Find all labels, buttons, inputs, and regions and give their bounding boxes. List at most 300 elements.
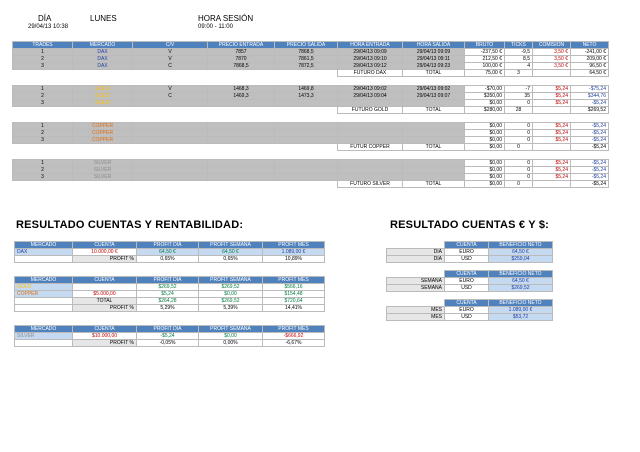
blank-cell <box>13 181 73 188</box>
silver-pct-semana: 0,00% <box>199 340 263 347</box>
total-label: TOTAL <box>403 144 465 151</box>
total-label: TOTAL <box>403 70 465 77</box>
account-row <box>387 256 553 263</box>
commission: 3,50 € <box>533 56 571 63</box>
sum-col-profit-mes: PROFIT MES <box>263 242 325 249</box>
blank-cell <box>208 144 275 151</box>
sum-col-mercado: MERCADO <box>15 277 73 284</box>
market-name: GOLD <box>73 100 133 107</box>
currency: USD <box>445 314 489 321</box>
market-name: DAX <box>73 49 133 56</box>
metals-total-mes: $720,64 <box>263 298 325 305</box>
exit-time: 29/04/13 09:11 <box>403 56 465 63</box>
market-name: DAX <box>73 63 133 70</box>
blank-cell <box>73 181 133 188</box>
col-precio-entrada: PRECIO ENTRADA <box>208 42 275 49</box>
gross: $0,00 <box>465 174 505 181</box>
commission: $5,24 <box>533 137 571 144</box>
metals-pct-dia: 5,29% <box>137 305 199 312</box>
net: -$5,24 <box>571 167 609 174</box>
metals-pct-semana: 5,39% <box>199 305 263 312</box>
gross: $0,00 <box>465 167 505 174</box>
total-net: $269,52 <box>571 107 609 114</box>
entry-price <box>208 130 275 137</box>
trade-number: 1 <box>13 123 73 130</box>
buy-sell: V <box>133 56 208 63</box>
silver-pct-mes: -6,67% <box>263 340 325 347</box>
day-name: LUNES <box>90 14 117 23</box>
net: -$5,24 <box>571 160 609 167</box>
blank-cell <box>133 107 208 114</box>
net: 209,00 € <box>571 56 609 63</box>
account-results-table <box>386 241 553 321</box>
entry-time <box>338 174 403 181</box>
dax-cuenta: 10.000,00 € <box>73 249 137 256</box>
exit-price <box>275 100 338 107</box>
currency: EURO <box>445 249 489 256</box>
entry-time: 29/04/13 09:10 <box>338 56 403 63</box>
spacer-cell <box>13 77 609 86</box>
market-name: SILVER <box>73 174 133 181</box>
total-row <box>13 107 609 114</box>
entry-price <box>208 160 275 167</box>
net: $344,76 <box>571 93 609 100</box>
exit-time: 29/04/13 09:09 <box>403 49 465 56</box>
blank-cell <box>387 271 445 278</box>
period-label: MES <box>387 307 445 314</box>
trade-number: 1 <box>13 86 73 93</box>
exit-time <box>403 100 465 107</box>
net-profit: $269,52 <box>489 285 553 292</box>
metals-pct-mes: 14,41% <box>263 305 325 312</box>
blank-cell <box>533 144 571 151</box>
silver-summary-table <box>14 325 325 347</box>
gross: $350,00 <box>465 93 505 100</box>
commission: $5,24 <box>533 86 571 93</box>
entry-time: 29/04/13 09:09 <box>338 49 403 56</box>
metals-summary-table <box>14 276 325 312</box>
blank-cell <box>133 70 208 77</box>
ticks: 0 <box>505 130 533 137</box>
trade-row <box>13 93 609 100</box>
trade-number: 2 <box>13 93 73 100</box>
trade-number: 3 <box>13 100 73 107</box>
col-beneficio-neto: BENEFICIO NETO <box>489 300 553 307</box>
exit-time <box>403 160 465 167</box>
account-header-row <box>387 271 553 278</box>
total-row <box>13 181 609 188</box>
commission: $5,24 <box>533 100 571 107</box>
net: 96,50 € <box>571 63 609 70</box>
exit-time <box>403 174 465 181</box>
group-spacer <box>387 263 553 271</box>
sum-col-mercado: MERCADO <box>15 242 73 249</box>
col-bruto: BRUTO <box>465 42 505 49</box>
exit-time: 29/04/13 09:23 <box>403 63 465 70</box>
sum-col-cuenta: CUENTA <box>73 277 137 284</box>
blank-cell <box>275 107 338 114</box>
silver-profit-dia: -$5,24 <box>137 333 199 340</box>
block-spacer <box>13 77 609 86</box>
trade-row <box>13 137 609 144</box>
blank-cell <box>73 70 133 77</box>
exit-time <box>403 130 465 137</box>
account-header-row <box>387 242 553 249</box>
gross: -$70,00 <box>465 86 505 93</box>
exit-price: 7861,5 <box>275 56 338 63</box>
entry-price: 1468,3 <box>208 86 275 93</box>
ticks: 0 <box>505 100 533 107</box>
col-ticks: TICKS <box>505 42 533 49</box>
silver-profit-label: PROFIT % <box>73 340 137 347</box>
gross: $0,00 <box>465 123 505 130</box>
left-summary-title: RESULTADO CUENTAS Y RENTABILIDAD: <box>16 219 244 231</box>
net: -$5,24 <box>571 137 609 144</box>
account-header-row <box>387 300 553 307</box>
blank-cell <box>275 144 338 151</box>
dax-profit-semana: 64,50 € <box>199 249 263 256</box>
blank-cell <box>208 70 275 77</box>
entry-time <box>338 130 403 137</box>
buy-sell <box>133 160 208 167</box>
market-name: DAX <box>73 56 133 63</box>
trade-row <box>13 123 609 130</box>
commission: $5,24 <box>533 123 571 130</box>
blank-cell <box>73 284 137 291</box>
buy-sell: V <box>133 49 208 56</box>
entry-price <box>208 174 275 181</box>
sum-col-profit-semana: PROFIT SEMANA <box>199 242 263 249</box>
sum-col-profit-semana: PROFIT SEMANA <box>199 277 263 284</box>
total-row <box>13 70 609 77</box>
trade-row <box>13 130 609 137</box>
buy-sell <box>133 167 208 174</box>
hora-sesion-label: HORA SESIÓN <box>198 14 254 23</box>
trade-row <box>13 86 609 93</box>
total-ticks: 0 <box>505 181 533 188</box>
blank-cell <box>275 70 338 77</box>
blank-cell <box>15 298 73 305</box>
spacer-cell <box>387 292 553 300</box>
commission: $5,24 <box>533 167 571 174</box>
blank-cell <box>533 70 571 77</box>
col-cuenta: CUENTA <box>445 242 489 249</box>
account-row <box>387 278 553 285</box>
account-row <box>387 249 553 256</box>
trade-row <box>13 100 609 107</box>
session-datetime: 29/04/13 10:38 <box>28 24 69 30</box>
entry-time: 29/04/13 09:02 <box>338 86 403 93</box>
sum-col-cuenta: CUENTA <box>73 326 137 333</box>
net-profit: 64,50 € <box>489 278 553 285</box>
dax-profit-label: PROFIT % <box>73 256 137 263</box>
market-name: COPPER <box>73 123 133 130</box>
gold-profit-semana: $269,52 <box>199 284 263 291</box>
entry-price: 7870 <box>208 56 275 63</box>
sum-col-profit-semana: PROFIT SEMANA <box>199 326 263 333</box>
trade-row <box>13 160 609 167</box>
exit-price <box>275 167 338 174</box>
col-hora-salida: HORA SALIDA <box>403 42 465 49</box>
metals-profit-label: PROFIT % <box>73 305 137 312</box>
net: -$5,24 <box>571 100 609 107</box>
currency: EURO <box>445 278 489 285</box>
account-row <box>387 307 553 314</box>
trade-number: 2 <box>13 167 73 174</box>
gross: $0,00 <box>465 130 505 137</box>
blank-cell <box>13 144 73 151</box>
ticks: 8,5 <box>505 56 533 63</box>
ticks: 0 <box>505 137 533 144</box>
trade-number: 1 <box>13 49 73 56</box>
trades-table <box>12 41 609 188</box>
gold-mercado: GOLD <box>15 284 73 291</box>
trades-header-row <box>13 42 609 49</box>
blank-cell <box>15 256 73 263</box>
total-label: TOTAL <box>403 107 465 114</box>
buy-sell: C <box>133 93 208 100</box>
spacer-cell <box>13 114 609 123</box>
trade-number: 3 <box>13 63 73 70</box>
trade-number: 2 <box>13 56 73 63</box>
total-label: TOTAL <box>403 181 465 188</box>
exit-time: 29/04/13 09:02 <box>403 86 465 93</box>
ticks: 35 <box>505 93 533 100</box>
dax-profit-dia: 64,50 € <box>137 249 199 256</box>
ticks: 0 <box>505 167 533 174</box>
blank-cell <box>208 181 275 188</box>
total-market-label: FUTURO GOLD <box>338 107 403 114</box>
trade-number: 2 <box>13 130 73 137</box>
metals-cuenta: $5.000,00 <box>73 291 137 298</box>
spacer-cell <box>13 151 609 160</box>
exit-time <box>403 123 465 130</box>
entry-price: 1469,3 <box>208 93 275 100</box>
gross: $0,00 <box>465 160 505 167</box>
net: -$75,24 <box>571 86 609 93</box>
buy-sell: V <box>133 86 208 93</box>
currency: EURO <box>445 307 489 314</box>
trade-number: 3 <box>13 137 73 144</box>
buy-sell: C <box>133 63 208 70</box>
buy-sell <box>133 130 208 137</box>
period-label: DÍA <box>387 256 445 263</box>
net: -$5,24 <box>571 123 609 130</box>
trade-number: 3 <box>13 174 73 181</box>
net: -$5,24 <box>571 130 609 137</box>
total-ticks: 3 <box>505 70 533 77</box>
currency: USD <box>445 256 489 263</box>
total-market-label: FUTURO SILVER <box>338 181 403 188</box>
total-ticks: 28 <box>505 107 533 114</box>
net: -241,00 € <box>571 49 609 56</box>
trade-row <box>13 56 609 63</box>
col-beneficio-neto: BENEFICIO NETO <box>489 271 553 278</box>
commission: $5,24 <box>533 93 571 100</box>
exit-price <box>275 174 338 181</box>
entry-time <box>338 100 403 107</box>
net-profit: $259,04 <box>489 256 553 263</box>
col-cv: C/V <box>133 42 208 49</box>
entry-time: 29/04/13 09:04 <box>338 93 403 100</box>
metals-total-dia: $264,28 <box>137 298 199 305</box>
exit-price <box>275 137 338 144</box>
blank-cell <box>133 144 208 151</box>
dia-label: DÍA <box>38 14 52 23</box>
metals-total-semana: $269,52 <box>199 298 263 305</box>
buy-sell <box>133 123 208 130</box>
entry-price: 7857 <box>208 49 275 56</box>
net-profit: $53,72 <box>489 314 553 321</box>
net-profit: 64,50 € <box>489 249 553 256</box>
col-beneficio-neto: BENEFICIO NETO <box>489 242 553 249</box>
net: -$5,24 <box>571 174 609 181</box>
gross: 212,50 € <box>465 56 505 63</box>
sum-col-cuenta: CUENTA <box>73 242 137 249</box>
right-summary-title: RESULTADO CUENTAS € Y $: <box>390 219 550 231</box>
total-row <box>13 144 609 151</box>
entry-price <box>208 167 275 174</box>
blank-cell <box>533 107 571 114</box>
buy-sell <box>133 137 208 144</box>
net-profit: 1.089,00 € <box>489 307 553 314</box>
dax-summary-table <box>14 241 325 263</box>
col-hora-entrada: HORA ENTRADA <box>338 42 403 49</box>
period-label: DÍA <box>387 249 445 256</box>
block-spacer <box>13 114 609 123</box>
blank-cell <box>533 181 571 188</box>
gold-profit-mes: $566,16 <box>263 284 325 291</box>
exit-price: 7872,5 <box>275 63 338 70</box>
silver-profit-mes: -$666,92 <box>263 333 325 340</box>
copper-profit-semana: $0,00 <box>199 291 263 298</box>
entry-time <box>338 167 403 174</box>
copper-mercado: COPPER <box>15 291 73 298</box>
entry-price <box>208 137 275 144</box>
market-name: SILVER <box>73 167 133 174</box>
group-spacer <box>387 292 553 300</box>
blank-cell <box>73 107 133 114</box>
exit-price: 1473,3 <box>275 93 338 100</box>
gross: $0,00 <box>465 100 505 107</box>
blank-cell <box>15 340 73 347</box>
total-net: 64,50 € <box>571 70 609 77</box>
entry-time <box>338 160 403 167</box>
buy-sell <box>133 174 208 181</box>
market-name: GOLD <box>73 86 133 93</box>
col-cuenta: CUENTA <box>445 300 489 307</box>
blank-cell <box>208 107 275 114</box>
blank-cell <box>73 144 133 151</box>
blank-cell <box>387 242 445 249</box>
blank-cell <box>15 305 73 312</box>
silver-mercado: SILVER <box>15 333 73 340</box>
entry-price: 7868,5 <box>208 63 275 70</box>
period-label: SEMANA <box>387 278 445 285</box>
trade-number: 1 <box>13 160 73 167</box>
entry-time <box>338 137 403 144</box>
commission: $5,24 <box>533 160 571 167</box>
blank-cell <box>13 107 73 114</box>
ticks: 0 <box>505 160 533 167</box>
total-gross: $0,00 <box>465 181 505 188</box>
currency: USD <box>445 285 489 292</box>
commission: $5,24 <box>533 174 571 181</box>
exit-price <box>275 123 338 130</box>
blank-cell <box>133 181 208 188</box>
sum-col-profit-dia: PROFIT DÍA <box>137 277 199 284</box>
exit-price: 7868,5 <box>275 49 338 56</box>
copper-profit-dia: $5,24 <box>137 291 199 298</box>
exit-time <box>403 167 465 174</box>
commission: 3,50 € <box>533 63 571 70</box>
blank-cell <box>13 70 73 77</box>
market-name: COPPER <box>73 137 133 144</box>
col-trades: TRADES <box>13 42 73 49</box>
commission: $5,24 <box>533 130 571 137</box>
dax-pct-dia: 0,65% <box>137 256 199 263</box>
total-gross: $0,00 <box>465 144 505 151</box>
blank-cell <box>275 181 338 188</box>
trade-row <box>13 49 609 56</box>
col-precio-salida: PRECIO SALIDA <box>275 42 338 49</box>
account-row <box>387 314 553 321</box>
dax-mercado: DAX <box>15 249 73 256</box>
copper-profit-mes: $154,48 <box>263 291 325 298</box>
gross: 100,00 € <box>465 63 505 70</box>
entry-price <box>208 100 275 107</box>
market-name: GOLD <box>73 93 133 100</box>
entry-price <box>208 123 275 130</box>
total-gross: 75,00 € <box>465 70 505 77</box>
ticks: -9,5 <box>505 49 533 56</box>
block-spacer <box>13 151 609 160</box>
commission: 3,50 € <box>533 49 571 56</box>
metals-total-label: TOTAL <box>73 298 137 305</box>
sum-col-profit-dia: PROFIT DÍA <box>137 326 199 333</box>
trade-row <box>13 174 609 181</box>
total-ticks: 0 <box>505 144 533 151</box>
buy-sell <box>133 100 208 107</box>
col-cuenta: CUENTA <box>445 271 489 278</box>
entry-time: 29/04/13 09:12 <box>338 63 403 70</box>
col-comision: COMISION <box>533 42 571 49</box>
entry-time <box>338 123 403 130</box>
market-name: SILVER <box>73 160 133 167</box>
total-net: -$5,24 <box>571 144 609 151</box>
sum-col-profit-dia: PROFIT DÍA <box>137 242 199 249</box>
silver-pct-dia: -0,05% <box>137 340 199 347</box>
sum-col-profit-mes: PROFIT MES <box>263 326 325 333</box>
col-mercado: MERCADO <box>73 42 133 49</box>
dax-pct-mes: 10,89% <box>263 256 325 263</box>
silver-cuenta: $10.000,00 <box>73 333 137 340</box>
ticks: 0 <box>505 174 533 181</box>
total-gross: $280,00 <box>465 107 505 114</box>
exit-time <box>403 137 465 144</box>
exit-price <box>275 160 338 167</box>
ticks: 0 <box>505 123 533 130</box>
period-label: SEMANA <box>387 285 445 292</box>
period-label: MES <box>387 314 445 321</box>
spacer-cell <box>387 263 553 271</box>
exit-price <box>275 130 338 137</box>
col-neto: NETO <box>571 42 609 49</box>
gold-profit-dia: $269,52 <box>137 284 199 291</box>
total-market-label: FUTURO DAX <box>338 70 403 77</box>
dax-profit-mes: 1.089,00 € <box>263 249 325 256</box>
total-market-label: FUTUR COPPER <box>338 144 403 151</box>
